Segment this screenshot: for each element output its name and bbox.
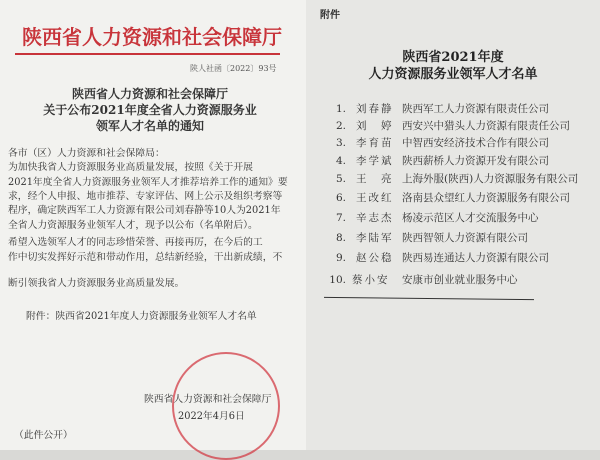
list-number: 2. bbox=[335, 120, 346, 132]
body-line: 希望入选领军人才的同志珍惜荣誉、再接再厉，在今后的工 bbox=[8, 237, 263, 248]
company-name: 杨凌示范区人才交流服务中心 bbox=[402, 212, 539, 224]
attachment-page bbox=[306, 0, 600, 450]
list-title-line: 陕西省2021年度 bbox=[402, 50, 504, 65]
person-name: 王 亮 bbox=[356, 173, 394, 185]
header-divider bbox=[15, 53, 280, 55]
public-note: （此件公开） bbox=[14, 430, 73, 441]
notice-page bbox=[0, 0, 306, 450]
document-number: 陕人社函〔2022〕93号 bbox=[190, 64, 277, 73]
attachment-note: 附件：陕西省2021年度人力资源服务业领军人才名单 bbox=[26, 311, 257, 322]
list-number: 7. bbox=[335, 212, 346, 224]
company-name: 陕西智领人力资源有限公司 bbox=[402, 232, 528, 244]
company-name: 中智西安经济技术合作有限公司 bbox=[402, 137, 549, 149]
attachment-label: 附件 bbox=[320, 10, 340, 21]
company-name: 陕西薪桥人力资源开发有限公司 bbox=[402, 155, 549, 167]
person-name: 李学斌 bbox=[356, 155, 394, 167]
date: 2022年4月6日 bbox=[178, 411, 245, 422]
notice-title-line: 关于公布2021年度全省人力资源服务业 bbox=[43, 103, 257, 117]
person-name: 辛志杰 bbox=[356, 212, 394, 224]
company-name: 上海外服(陕西)人力资源服务有限公司 bbox=[402, 173, 579, 185]
official-seal bbox=[172, 352, 280, 460]
list-title-line: 人力资源服务业领军人才名单 bbox=[368, 67, 538, 82]
person-name: 李陆军 bbox=[356, 232, 394, 244]
list-number: 10. bbox=[329, 274, 346, 286]
body-line: 各市（区）人力资源和社会保障局： bbox=[8, 148, 165, 159]
company-name: 西安兴中猎头人力资源有限责任公司 bbox=[402, 120, 570, 132]
list-number: 1. bbox=[335, 103, 346, 115]
body-line: 为加快我省人力资源服务业高质量发展，按照《关于开展 bbox=[8, 162, 253, 173]
notice-title-line: 陕西省人力资源和社会保障厅 bbox=[71, 87, 228, 101]
company-name: 安康市创业就业服务中心 bbox=[402, 274, 518, 286]
person-name: 赵公稳 bbox=[356, 252, 394, 264]
list-number: 6. bbox=[335, 192, 346, 204]
list-number: 9. bbox=[335, 252, 346, 264]
person-name: 王改红 bbox=[356, 192, 394, 204]
person-name: 李育苗 bbox=[356, 137, 394, 149]
company-name: 洛南县众望红人力资源服务有限公司 bbox=[402, 192, 570, 204]
list-number: 4. bbox=[335, 155, 346, 167]
list-number: 8. bbox=[335, 232, 346, 244]
agency-header: 陕西省人力资源和社会保障厅 bbox=[22, 25, 282, 49]
person-name: 刘春静 bbox=[356, 103, 394, 115]
handwritten-underline bbox=[324, 297, 534, 300]
company-name: 陕西易连通达人力资源有限公司 bbox=[402, 252, 549, 264]
body-line: 作中切实发挥好示范和带动作用，总结新经验，干出新成绩，不 bbox=[8, 252, 283, 263]
notice-title-line: 领军人才名单的通知 bbox=[95, 119, 204, 133]
person-name: 蔡小安 bbox=[352, 274, 390, 286]
body-line: 全省人力资源服务业领军人才，现予以公布（名单附后）。 bbox=[8, 220, 258, 231]
company-name: 陕西军工人力资源有限责任公司 bbox=[402, 103, 549, 115]
body-line: 求，经个人申报、地市推荐、专家评估、网上公示及组织考察等 bbox=[8, 191, 283, 202]
person-name: 刘 婷 bbox=[356, 120, 394, 132]
list-number: 3. bbox=[335, 137, 346, 149]
body-line: 断引领我省人力资源服务业高质量发展。 bbox=[8, 278, 185, 289]
list-number: 5. bbox=[335, 173, 346, 185]
body-line: 2021年度全省人力资源服务业领军人才推荐培养工作的通知》要 bbox=[8, 177, 288, 188]
signature: 陕西省人力资源和社会保障厅 bbox=[144, 394, 272, 405]
body-line: 程序，确定陕西军工人力资源有限公司刘春静等10人为2021年 bbox=[8, 205, 281, 216]
